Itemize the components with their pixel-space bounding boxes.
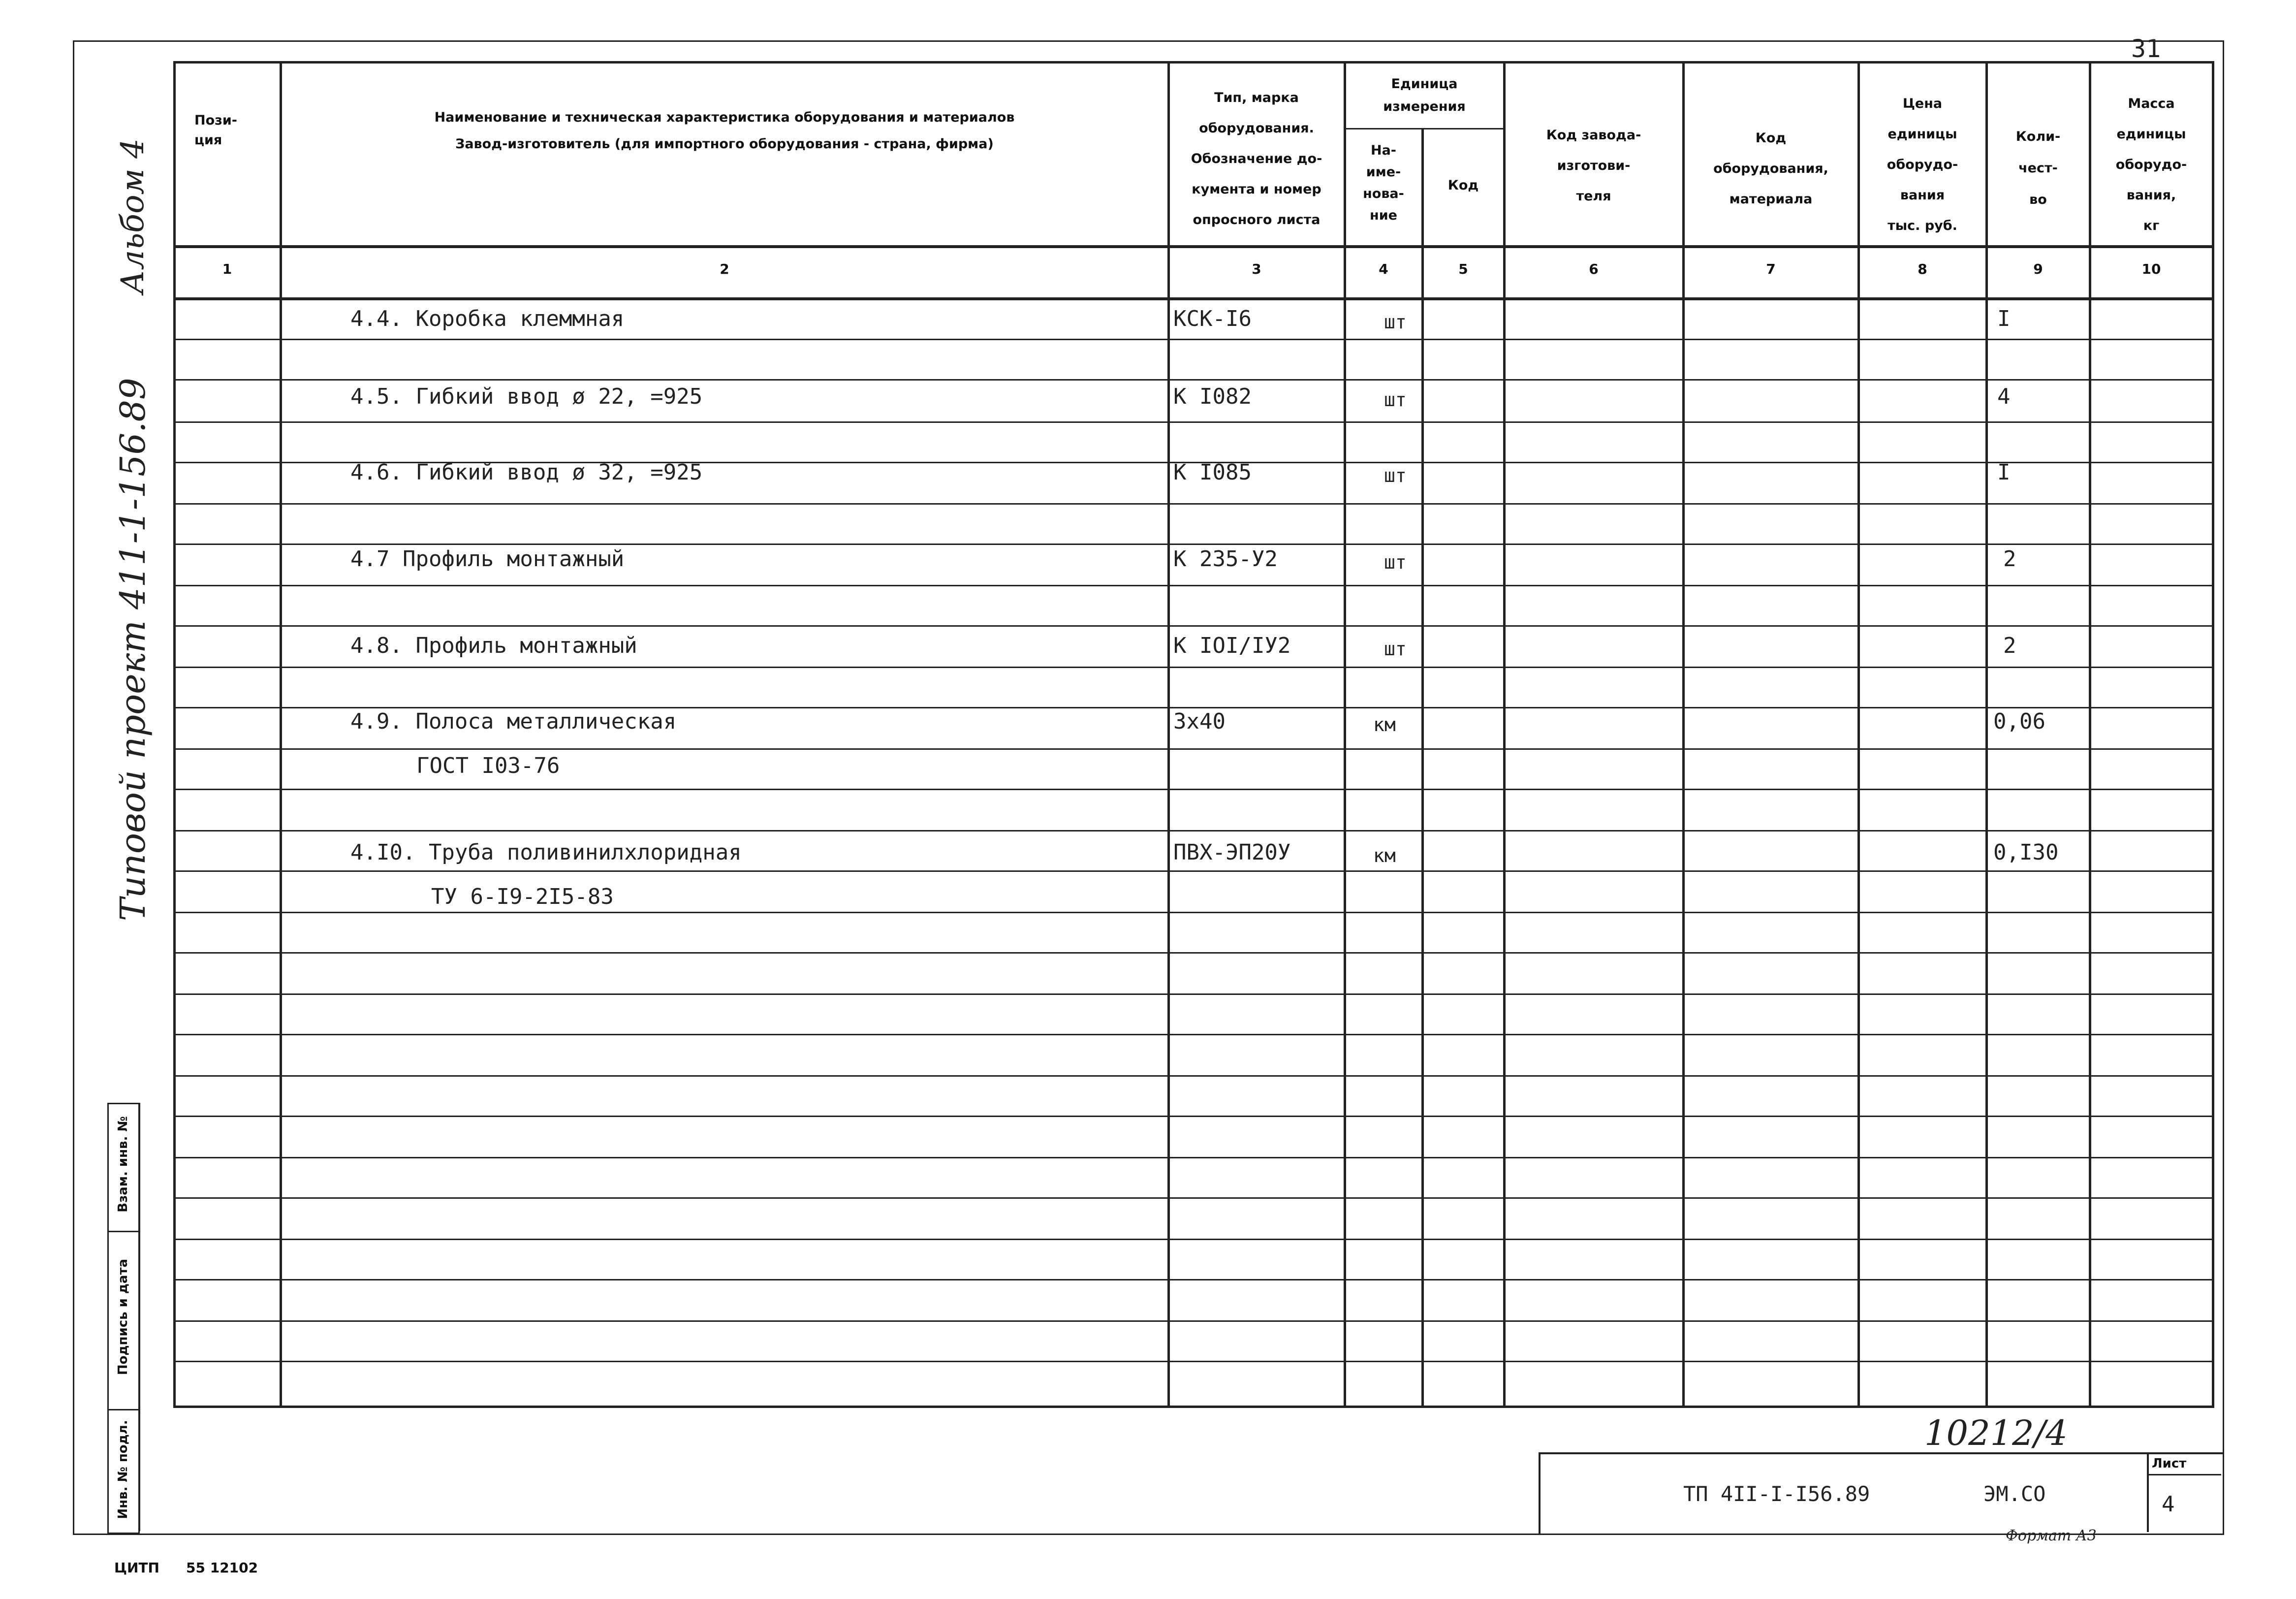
- page-number: 31: [2131, 34, 2161, 63]
- item-unit: шт: [1384, 638, 1407, 660]
- unit-group-header: Единица измерения: [1383, 76, 1466, 114]
- col5-header: Код: [1447, 178, 1479, 193]
- item-unit: шт: [1384, 389, 1407, 411]
- item-name: 4.9. Полоса металлическая: [350, 709, 677, 734]
- item-type: 3х40: [1173, 709, 1226, 734]
- col-line-4: [1421, 128, 1424, 1406]
- designation: ТП 4II-I-I56.89: [1683, 1482, 1870, 1506]
- col3-header: Тип, марка оборудования. Обозначение до- кумента и номер опросного листа: [1191, 90, 1322, 227]
- item-unit: шт: [1384, 465, 1407, 486]
- item-qty: 2: [2003, 633, 2016, 658]
- col1-header: Пози- ция: [194, 113, 237, 148]
- col-number-5: 5: [1458, 261, 1468, 277]
- item-name: 4.4. Коробка клеммная: [350, 306, 625, 331]
- stamp-inv-podl: Инв. № подл.: [116, 1420, 130, 1519]
- item-name-line2: ГОСТ I03-76: [416, 753, 560, 778]
- col9-header: Коли- чест- во: [2015, 129, 2061, 207]
- col-number-8: 8: [1918, 261, 1927, 277]
- code: ЭМ.СО: [1983, 1482, 2046, 1506]
- item-qty: I: [1997, 306, 2011, 331]
- title-block-divider: [2147, 1452, 2149, 1532]
- item-type: КСК-I6: [1173, 306, 1252, 331]
- stamp-inner-line: [139, 1103, 140, 1531]
- sheet-number: 4: [2162, 1492, 2175, 1517]
- unit-group-line: [1344, 128, 1503, 129]
- item-unit: шт: [1384, 551, 1407, 573]
- header-bottom-line: [173, 245, 2212, 248]
- col-number-4: 4: [1379, 261, 1388, 277]
- item-name: 4.6. Гибкий ввод ø 32, =925: [350, 460, 703, 485]
- col-number-2: 2: [720, 261, 729, 277]
- col6-header: Код завода- изготови- теля: [1546, 128, 1641, 204]
- col-number-10: 10: [2141, 261, 2161, 277]
- col-number-9: 9: [2033, 261, 2043, 277]
- col-number-3: 3: [1252, 261, 1261, 277]
- col8-header: Цена единицы оборудо- вания тыс. руб.: [1887, 96, 1958, 233]
- item-name: 4.8. Профиль монтажный: [350, 633, 637, 658]
- col2-header: Наименование и техническая характеристика оборудования и материалов Завод-изготовитель (для импортного оборудования - страна, фирма): [434, 110, 1015, 152]
- item-qty: 0,06: [1993, 709, 2045, 734]
- col10-header: Масса единицы оборудо- вания, кг: [2115, 96, 2187, 233]
- item-qty: 2: [2003, 546, 2016, 572]
- item-qty: 0,I30: [1993, 840, 2059, 865]
- item-type: ПВХ-ЭП20У: [1173, 840, 1291, 865]
- item-unit: шт: [1384, 311, 1407, 333]
- project-label: Типовой проект 411-1-156.89: [113, 378, 153, 921]
- handwritten-number: 10212/4: [1924, 1413, 2068, 1453]
- item-unit: км: [1373, 714, 1396, 736]
- footer-org: ЦИТП: [114, 1560, 159, 1576]
- item-unit: км: [1373, 845, 1396, 866]
- item-type: К I082: [1173, 384, 1252, 409]
- title-block: [1539, 1452, 2223, 1534]
- title-block-divider: [2147, 1474, 2221, 1475]
- footer-code: 55 12102: [186, 1560, 258, 1576]
- col-number-7: 7: [1766, 261, 1776, 277]
- item-name: 4.I0. Труба поливинилхлоридная: [350, 840, 742, 865]
- item-name: 4.7 Профиль монтажный: [350, 546, 625, 572]
- col-number-6: 6: [1589, 261, 1599, 277]
- col4-header: На- име- нова- ние: [1363, 143, 1404, 223]
- item-type: К 235-У2: [1173, 546, 1278, 572]
- stamp-inv-vzam: Взам. инв. №: [116, 1116, 130, 1213]
- format-label: Формат А3: [2006, 1527, 2097, 1544]
- item-qty: 4: [1997, 384, 2011, 409]
- item-name: 4.5. Гибкий ввод ø 22, =925: [350, 384, 703, 409]
- number-row-bottom-line: [173, 297, 2212, 300]
- col-number-1: 1: [222, 261, 232, 277]
- album-label: Альбом 4: [115, 138, 151, 294]
- stamp-sign-date: Подпись и дата: [116, 1258, 130, 1375]
- item-name-line2: ТУ 6-I9-2I5-83: [431, 884, 614, 909]
- item-type: К I085: [1173, 460, 1252, 485]
- item-qty: I: [1997, 460, 2011, 485]
- col7-header: Код оборудования, материала: [1713, 130, 1828, 207]
- sheet-label: Лист: [2152, 1456, 2187, 1471]
- item-type: К IOI/IУ2: [1173, 633, 1291, 658]
